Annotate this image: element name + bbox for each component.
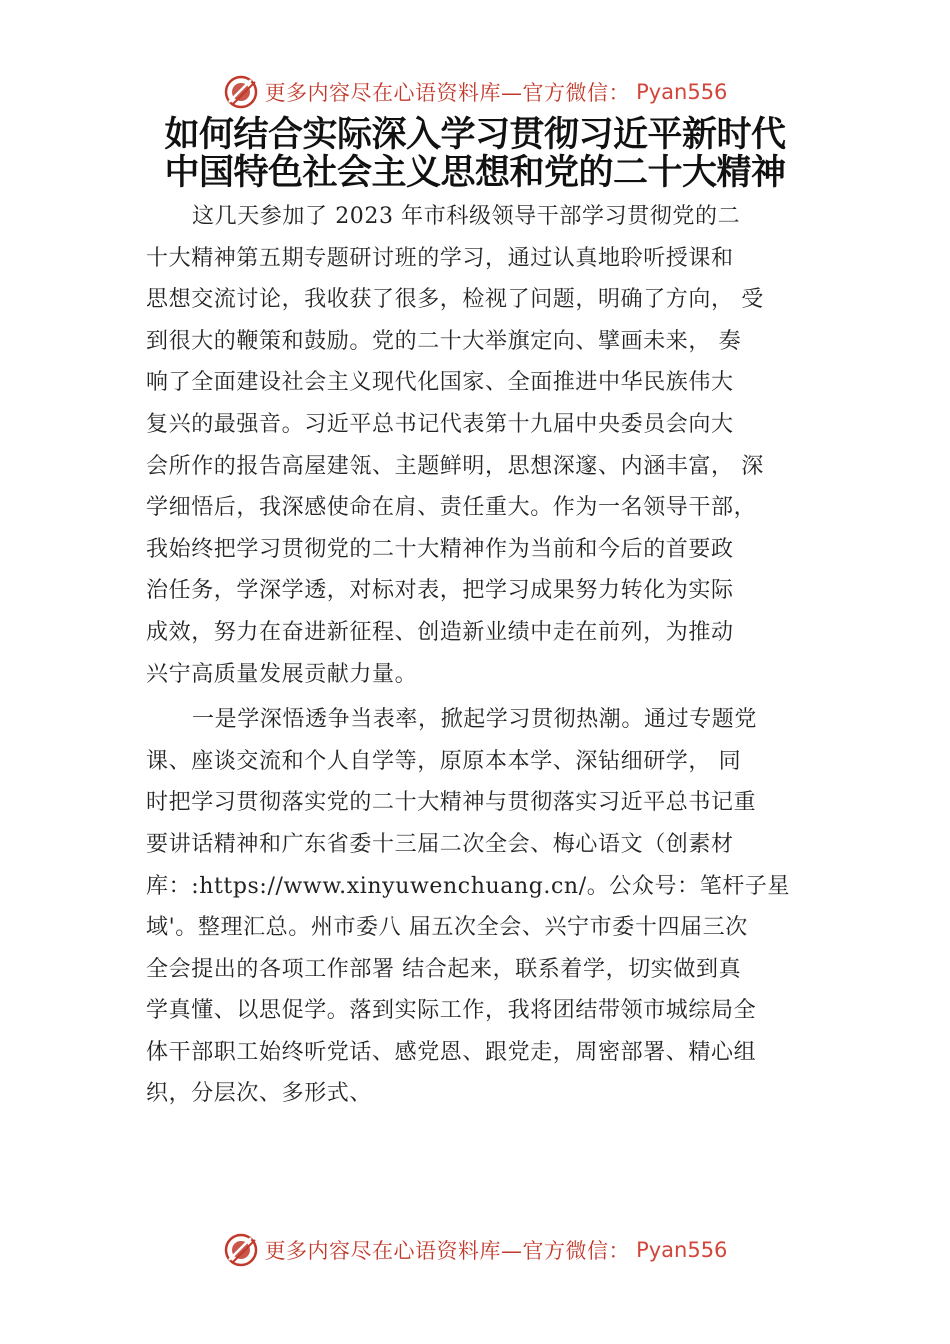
- text-line: 一是学深悟透争当表率，掀起学习贯彻热潮。通过专题党: [192, 707, 758, 733]
- banner-text: 更多内容尽在心语资料库—官方微信：: [264, 1239, 631, 1263]
- page-title: [0, 116, 950, 192]
- text-line: 十大精神第五期专题研讨班的学习，通过认真地聆听授课和: [146, 245, 734, 271]
- text-line: 学细悟后，我深感使命在肩、责任重大。作为一名领导干部，: [146, 495, 757, 521]
- footer-banner: [0, 1232, 950, 1268]
- paragraph-2: [146, 699, 836, 1115]
- header-banner: [0, 74, 950, 110]
- text-line: 域'。整理汇总。州市委八 届五次全会、兴宁市委十四届三次: [146, 915, 748, 941]
- text-line: 要讲话精神和广东省委十三届二次全会、梅心语文（创素材: [146, 831, 734, 857]
- text-line: 学真懂、以思促学。落到实际工作，我将团结带领市城综局全: [146, 998, 757, 1024]
- text-line: 复兴的最强音。习近平总书记代表第十九届中央委员会向大: [146, 411, 734, 437]
- title-line-1: 如何结合实际深入学习贯彻习近平新时代: [164, 115, 786, 155]
- text-line: 响了全面建设社会主义现代化国家、全面推进中华民族伟大: [146, 370, 734, 396]
- text-line: 课、座谈交流和个人自学等，原原本本学、深钻细研学， 同: [146, 748, 742, 774]
- brand-logo-icon: [223, 74, 259, 110]
- text-line: 全会提出的各项工作部署 结合起来，联系着学，切实做到真: [146, 956, 742, 982]
- text-line: 这几天参加了 2023 年市科级领导干部学习贯彻党的二: [192, 204, 741, 229]
- text-line: 体干部职工始终听党话、感党恩、跟党走，周密部署、精心组: [146, 1039, 757, 1065]
- document-body: [146, 196, 836, 1115]
- text-line: 织，分层次、多形式、: [146, 1081, 373, 1107]
- text-line: 时把学习贯彻落实党的二十大精神与贯彻落实习近平总书记重: [146, 790, 757, 816]
- banner-text: 更多内容尽在心语资料库—官方微信：: [264, 81, 631, 105]
- text-line: 到很大的鞭策和鼓励。党的二十大举旗定向、擘画未来， 奏: [146, 328, 742, 354]
- brand-logo-icon: [223, 1232, 259, 1268]
- title-line-2: 中国特色社会主义思想和党的二十大精神: [164, 153, 786, 193]
- banner-wechat-id: Pyan556: [636, 1238, 728, 1262]
- text-line: 成效，努力在奋进新征程、创造新业绩中走在前列，为推动: [146, 619, 734, 645]
- text-line: 兴宁高质量发展贡献力量。: [146, 661, 418, 687]
- banner-wechat-id: Pyan556: [636, 80, 728, 104]
- text-line: 思想交流讨论，我收获了很多，检视了问题，明确了方向， 受: [146, 287, 764, 313]
- text-line: 我始终把学习贯彻党的二十大精神作为当前和今后的首要政: [146, 536, 734, 562]
- text-line: 治任务，学深学透，对标对表，把学习成果努力转化为实际: [146, 578, 734, 604]
- text-line: 会所作的报告高屋建瓴、主题鲜明，思想深邃、内涵丰富， 深: [146, 453, 764, 479]
- paragraph-1: [146, 196, 836, 695]
- text-line: 库：:https://www.xinyuwenchuang.cn/。公众号：笔杆子星: [146, 873, 791, 899]
